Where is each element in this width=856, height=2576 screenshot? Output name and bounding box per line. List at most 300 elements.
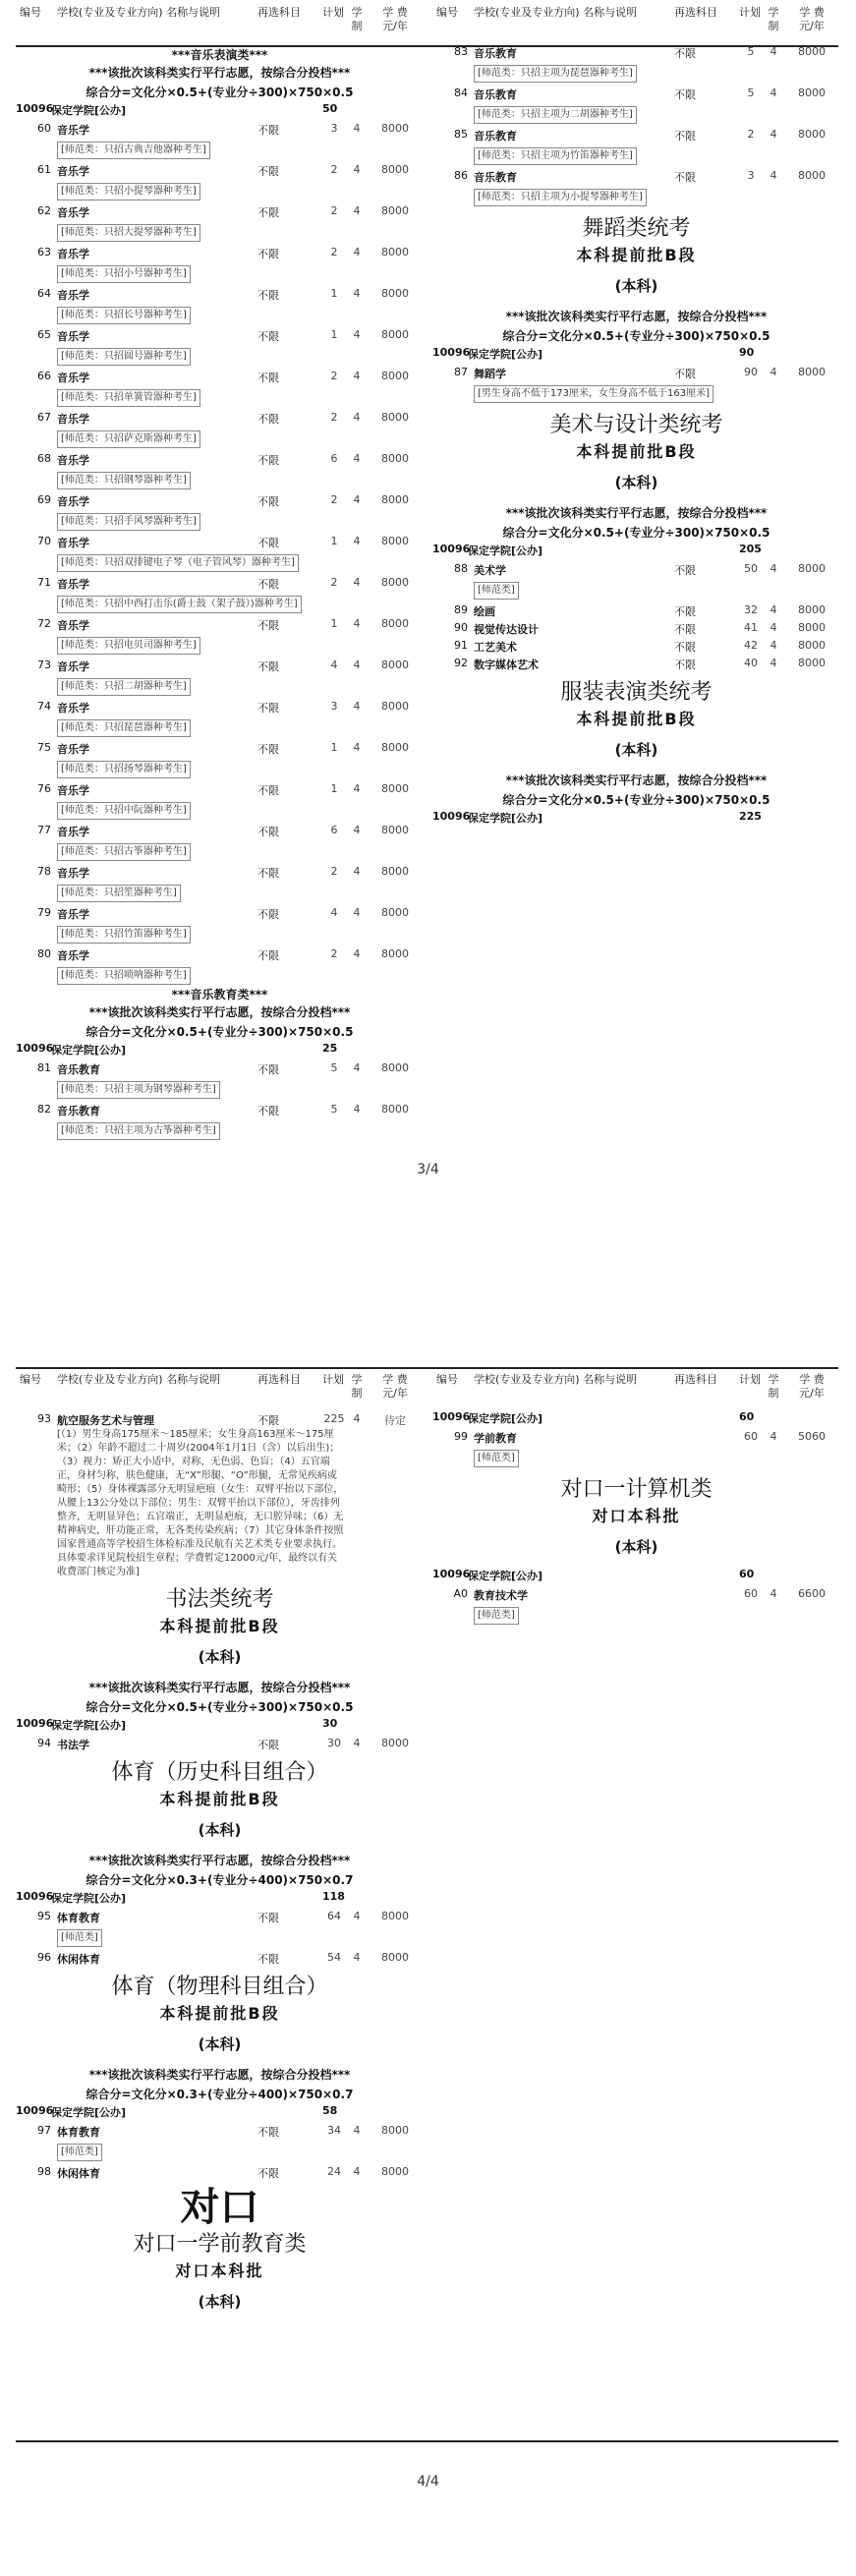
row-subject: 不限	[257, 784, 279, 797]
row-no: A0	[453, 1587, 468, 1600]
row-subject: 不限	[257, 1739, 279, 1751]
row-fee: 8000	[381, 452, 409, 465]
row-years: 4	[770, 1430, 777, 1443]
row-no: 89	[454, 603, 468, 616]
school-name: 保定学院[公办]	[51, 1892, 127, 1905]
row-years: 4	[353, 370, 361, 382]
row-note: [师范类：只招唢呐器种考生]	[57, 967, 191, 985]
row-plan: 90	[744, 366, 758, 378]
header-years: 学 制	[768, 1373, 779, 1400]
level-label: (本科)	[198, 2293, 242, 2311]
school-plan: 25	[322, 1042, 338, 1055]
table-row	[16, 698, 424, 716]
row-fee: 8000	[381, 2165, 409, 2178]
row-years: 4	[353, 700, 361, 713]
row-note: [师范类]	[474, 582, 519, 600]
rule-text: ***该批次该科类实行平行志愿，按综合分投档***	[88, 1854, 351, 1867]
row-note: [师范类]	[474, 1607, 519, 1625]
table-row	[16, 161, 424, 179]
table-row	[16, 326, 424, 344]
row-plan: 2	[330, 204, 338, 217]
right-column	[432, 0, 840, 828]
school-code: 10096	[16, 102, 54, 115]
row-plan: 3	[330, 122, 338, 135]
rule-text: ***该批次该科类实行平行志愿，按综合分投档***	[88, 2068, 351, 2082]
row-years: 4	[353, 328, 361, 341]
category-title: 体育（物理科目组合）	[111, 1975, 328, 1999]
row-note: [师范类]	[57, 1929, 102, 1947]
row-fee: 8000	[798, 639, 826, 652]
school-plan: 205	[739, 543, 762, 555]
row-no: 73	[37, 658, 51, 671]
header-plan: 计划	[739, 6, 761, 19]
school-plan: 90	[739, 346, 755, 359]
row-major: 学前教育	[474, 1432, 517, 1445]
row-subject: 不限	[257, 1414, 279, 1427]
header-no: 编号	[436, 6, 458, 19]
row-major: 音乐学	[57, 248, 89, 260]
row-fee: 8000	[381, 576, 409, 589]
row-fee: 8000	[381, 163, 409, 176]
row-note: [师范类]	[474, 1450, 519, 1467]
row-subject: 不限	[674, 88, 696, 101]
row-note: [师范类：只招长号器种考生]	[57, 307, 191, 324]
row-fee: 8000	[381, 370, 409, 382]
row-years: 4	[353, 865, 361, 878]
school-row	[432, 346, 840, 364]
major-list	[16, 1908, 424, 1967]
row-plan: 5	[747, 45, 755, 58]
batch-title: 本科提前批B段	[576, 442, 697, 461]
row-note: [师范类：只招大提琴器种考生]	[57, 224, 200, 242]
school-row	[16, 2104, 424, 2122]
row-major: 数字媒体艺术	[474, 658, 539, 671]
row-plan: 2	[330, 370, 338, 382]
rule-formula: 综合分=文化分×0.3+(专业分÷400)×750×0.7	[86, 1873, 354, 1887]
row-subject: 不限	[674, 623, 696, 636]
row-plan: 2	[747, 128, 755, 141]
row-no: 67	[37, 411, 51, 424]
row-subject: 不限	[674, 171, 696, 184]
row-major: 音乐学	[57, 743, 89, 756]
header-no: 编号	[436, 1373, 458, 1386]
row-plan: 1	[330, 782, 338, 795]
table-row	[16, 244, 424, 261]
row-no: 66	[37, 370, 51, 382]
row-fee: 8000	[381, 1951, 409, 1964]
table-header	[432, 1367, 840, 1406]
row-fee: 8000	[798, 562, 826, 575]
row-no: 64	[37, 287, 51, 300]
row-major: 音乐学	[57, 124, 89, 137]
table-row	[16, 202, 424, 220]
row-note: [师范类：只招电贝司器种考生]	[57, 637, 200, 655]
level-label: (本科)	[198, 1648, 242, 1666]
table-row	[16, 450, 424, 468]
row-subject: 不限	[674, 564, 696, 577]
row-fee: 8000	[798, 86, 826, 99]
category-title: 服装表演类统考	[560, 680, 713, 705]
level-label: (本科)	[614, 1538, 658, 1556]
section-title: ***音乐教育类***	[171, 988, 268, 1002]
row-years: 4	[353, 906, 361, 919]
header-school: 学校(专业及专业方向) 名称与说明	[57, 6, 221, 19]
row-plan: 1	[330, 328, 338, 341]
rule-formula: 综合分=文化分×0.5+(专业分÷300)×750×0.5	[86, 1025, 354, 1039]
major-list	[432, 43, 840, 208]
row-fee: 8000	[381, 328, 409, 341]
row-no: 69	[37, 493, 51, 506]
major-list	[16, 2122, 424, 2181]
row-no: 92	[454, 657, 468, 669]
row-subject: 不限	[257, 949, 279, 962]
row-major: 音乐学	[57, 495, 89, 508]
row-years: 4	[770, 562, 777, 575]
row-fee: 8000	[798, 603, 826, 616]
row-fee: 8000	[381, 535, 409, 547]
row-no: 78	[37, 865, 51, 878]
table-row	[16, 491, 424, 509]
row-plan: 30	[327, 1737, 341, 1749]
row-subject: 不限	[257, 2126, 279, 2139]
row-plan: 2	[330, 163, 338, 176]
row-major: 音乐学	[57, 372, 89, 384]
row-plan: 1	[330, 287, 338, 300]
row-years: 4	[353, 1061, 361, 1074]
school-code: 10096	[16, 1042, 54, 1055]
row-no: 99	[454, 1430, 468, 1443]
row-no: 81	[37, 1061, 51, 1074]
major-list	[16, 120, 424, 987]
row-years: 4	[770, 603, 777, 616]
row-no: 65	[37, 328, 51, 341]
batch-title: 本科提前批B段	[159, 1790, 280, 1808]
school-row	[432, 1410, 840, 1428]
row-no: 84	[454, 86, 468, 99]
row-plan: 2	[330, 576, 338, 589]
table-row	[16, 863, 424, 881]
table-row	[432, 560, 840, 578]
row-years: 4	[353, 741, 361, 754]
row-major: 音乐学	[57, 330, 89, 343]
header-years: 学 制	[351, 6, 363, 32]
row-no: 71	[37, 576, 51, 589]
row-fee: 8000	[798, 366, 826, 378]
school-plan: 225	[739, 810, 762, 823]
row-fee: 8000	[381, 865, 409, 878]
row-major: 音乐学	[57, 867, 89, 880]
category-title: 体育（历史科目组合）	[111, 1760, 328, 1785]
row-plan: 1	[330, 741, 338, 754]
row-plan: 41	[744, 621, 758, 634]
row-years: 4	[353, 452, 361, 465]
table-row	[432, 655, 840, 672]
major-list	[16, 1059, 424, 1142]
rule-formula: 综合分=文化分×0.5+(专业分÷300)×750×0.5	[502, 793, 770, 807]
table-row	[432, 1428, 840, 1446]
header-years: 学 制	[351, 1373, 363, 1400]
page-3	[0, 0, 856, 1233]
row-fee: 8000	[381, 906, 409, 919]
row-years: 4	[770, 639, 777, 652]
table-row	[16, 1735, 424, 1752]
level-label: (本科)	[614, 277, 658, 295]
header-subject: 再选科目	[674, 1373, 717, 1386]
table-row	[432, 167, 840, 185]
row-fee: 8000	[381, 2124, 409, 2137]
table-row	[16, 574, 424, 592]
row-major: 音乐学	[57, 578, 89, 591]
school-name: 保定学院[公办]	[468, 544, 543, 557]
row-subject: 不限	[257, 413, 279, 426]
row-note: [师范类：只招小提琴器种考生]	[57, 183, 200, 200]
row-plan: 60	[744, 1587, 758, 1600]
row-plan: 4	[330, 658, 338, 671]
table-row	[16, 822, 424, 839]
row-years: 4	[353, 204, 361, 217]
row-no: 63	[37, 246, 51, 258]
row-no: 61	[37, 163, 51, 176]
header-school: 学校(专业及专业方向) 名称与说明	[57, 1373, 221, 1386]
rule-formula: 综合分=文化分×0.5+(专业分÷300)×750×0.5	[86, 86, 354, 99]
table-row	[16, 533, 424, 550]
major-list	[432, 364, 840, 405]
rule-formula: 综合分=文化分×0.5+(专业分÷300)×750×0.5	[502, 329, 770, 343]
row-plan: 2	[330, 947, 338, 960]
row-plan: 1	[330, 535, 338, 547]
row-plan: 225	[323, 1412, 345, 1425]
row-subject: 不限	[257, 124, 279, 137]
category-title: 书法类统考	[165, 1587, 274, 1612]
row-plan: 54	[327, 1951, 341, 1964]
row-plan: 2	[330, 493, 338, 506]
school-name: 保定学院[公办]	[468, 1412, 543, 1425]
row-subject: 不限	[257, 165, 279, 178]
row-subject: 不限	[257, 867, 279, 880]
row-plan: 42	[744, 639, 758, 652]
row-major: 工艺美术	[474, 641, 517, 654]
row-major: 休闲体育	[57, 2167, 100, 2180]
table-row	[432, 601, 840, 619]
level-label: (本科)	[198, 2035, 242, 2053]
row-note: [师范类：只招笙器种考生]	[57, 885, 181, 902]
row-years: 4	[353, 163, 361, 176]
row-plan: 1	[330, 617, 338, 630]
school-code: 10096	[432, 543, 471, 555]
batch-title: 对口本科批	[175, 2261, 264, 2280]
row-years: 4	[353, 658, 361, 671]
row-years: 4	[770, 86, 777, 99]
school-code: 10096	[432, 346, 471, 359]
school-code: 10096	[432, 1410, 471, 1423]
row-no: 91	[454, 639, 468, 652]
right-column	[432, 1367, 840, 1627]
school-name: 保定学院[公办]	[468, 812, 543, 825]
left-column	[16, 1367, 424, 2322]
batch-title: 本科提前批B段	[576, 710, 697, 728]
major-list	[432, 560, 840, 672]
table-row	[16, 904, 424, 922]
row-years: 4	[353, 617, 361, 630]
header-years: 学 制	[768, 6, 779, 32]
category-title: 对口一计算机类	[560, 1477, 713, 1502]
row-plan: 2	[330, 411, 338, 424]
table-row	[432, 1585, 840, 1603]
row-no: 74	[37, 700, 51, 713]
row-plan: 60	[744, 1430, 758, 1443]
row-major: 音乐学	[57, 660, 89, 673]
row-subject: 不限	[674, 641, 696, 654]
major-list	[16, 1735, 424, 1752]
table-header	[432, 0, 840, 39]
row-major: 音乐学	[57, 165, 89, 178]
row-years: 4	[353, 2165, 361, 2178]
row-note: [师范类：只招手风琴器种考生]	[57, 513, 200, 531]
row-years: 4	[770, 366, 777, 378]
page-4	[0, 1233, 856, 2576]
row-major: 航空服务艺术与管理	[57, 1414, 154, 1427]
row-plan: 5	[747, 86, 755, 99]
category-title: 对口一学前教育类	[133, 2232, 307, 2257]
row-fee: 8000	[381, 411, 409, 424]
school-row	[432, 810, 840, 828]
header-plan: 计划	[739, 1373, 761, 1386]
row-fee: 8000	[381, 1737, 409, 1749]
header-no: 编号	[20, 6, 41, 19]
school-name: 保定学院[公办]	[468, 1570, 543, 1582]
table-row	[16, 2122, 424, 2140]
row-note: [师范类：只招双排键电子琴（电子管风琴）器种考生]	[57, 554, 299, 572]
row-note: [师范类：只招竹笛器种考生]	[57, 926, 191, 944]
row-fee: 8000	[381, 493, 409, 506]
row-fee: 8000	[798, 45, 826, 58]
row-no: 98	[37, 2165, 51, 2178]
row-subject: 不限	[257, 495, 279, 508]
left-column	[16, 0, 424, 1142]
row-plan: 2	[330, 865, 338, 878]
rule-formula: 综合分=文化分×0.3+(专业分÷400)×750×0.7	[86, 2088, 354, 2101]
row-years: 4	[353, 1737, 361, 1749]
row-years: 4	[770, 657, 777, 669]
school-code: 10096	[16, 1717, 54, 1730]
row-plan: 6	[330, 824, 338, 836]
row-subject: 不限	[257, 660, 279, 673]
batch-title: 本科提前批B段	[159, 1617, 280, 1635]
table-row	[432, 364, 840, 381]
row-subject: 不限	[257, 743, 279, 756]
row-fee: 8000	[381, 824, 409, 836]
row-note: [师范类：只招主项为琵琶器种考生]	[474, 65, 637, 83]
page-number: 4/4	[417, 2474, 439, 2490]
row-subject: 不限	[257, 372, 279, 384]
row-no: 90	[454, 621, 468, 634]
school-name: 保定学院[公办]	[51, 1044, 127, 1057]
header-no: 编号	[20, 1373, 41, 1386]
row-no: 94	[37, 1737, 51, 1749]
row-major: 音乐学	[57, 826, 89, 838]
table-row	[16, 945, 424, 963]
level-label: (本科)	[198, 1821, 242, 1839]
row-note: [师范类：只招中西打击乐(爵士鼓（架子鼓）)器种考生]	[57, 596, 302, 613]
row-years: 4	[353, 493, 361, 506]
row-subject: 不限	[674, 130, 696, 143]
row-subject: 不限	[257, 1912, 279, 1924]
row-years: 4	[353, 122, 361, 135]
row-fee: 8000	[381, 1103, 409, 1116]
row-fee: 5060	[798, 1430, 826, 1443]
major-list	[432, 1428, 840, 1469]
school-name: 保定学院[公办]	[51, 2106, 127, 2119]
school-code: 10096	[432, 810, 471, 823]
row-subject: 不限	[257, 908, 279, 921]
row-years: 4	[353, 1951, 361, 1964]
row-major: 书法学	[57, 1739, 89, 1751]
row-fee: 8000	[798, 621, 826, 634]
row-major: 音乐学	[57, 206, 89, 219]
row-major: 音乐学	[57, 619, 89, 632]
row-fee: 8000	[381, 204, 409, 217]
row-no: 82	[37, 1103, 51, 1116]
table-row	[16, 2163, 424, 2181]
row-fee: 8000	[381, 617, 409, 630]
table-row	[16, 1059, 424, 1077]
major-list	[432, 1585, 840, 1627]
row-years: 4	[353, 782, 361, 795]
row-note: [师范类：只招萨克斯器种考生]	[57, 430, 200, 448]
row-fee: 8000	[381, 947, 409, 960]
row-no: 85	[454, 128, 468, 141]
row-subject: 不限	[257, 1953, 279, 1966]
row-major: 音乐学	[57, 908, 89, 921]
row-no: 60	[37, 122, 51, 135]
rule-text: ***该批次该科类实行平行志愿，按综合分投档***	[88, 1681, 351, 1694]
row-no: 80	[37, 947, 51, 960]
table-row	[16, 657, 424, 674]
row-subject: 不限	[257, 1105, 279, 1117]
row-no: 62	[37, 204, 51, 217]
row-years: 4	[353, 824, 361, 836]
row-subject: 不限	[674, 368, 696, 380]
school-row	[16, 1042, 424, 1059]
rule-formula: 综合分=文化分×0.5+(专业分÷300)×750×0.5	[502, 526, 770, 540]
row-plan: 34	[327, 2124, 341, 2137]
table-row	[16, 780, 424, 798]
row-fee: 8000	[381, 246, 409, 258]
row-note: [师范类：只招主项为二胡器种考生]	[474, 106, 637, 124]
row-no: 83	[454, 45, 468, 58]
row-fee: 8000	[381, 1061, 409, 1074]
row-subject: 不限	[257, 454, 279, 467]
row-no: 93	[37, 1412, 51, 1425]
row-note: [师范类：只招扬琴器种考生]	[57, 761, 191, 778]
row-fee: 8000	[381, 287, 409, 300]
row-note: [师范类：只招钢琴器种考生]	[57, 472, 191, 489]
row-subject: 不限	[257, 2167, 279, 2180]
header-fee: 学 费 元/年	[799, 6, 825, 32]
row-plan: 5	[330, 1103, 338, 1116]
row-plan: 24	[327, 2165, 341, 2178]
row-major: 舞蹈学	[474, 368, 506, 380]
table-row	[16, 409, 424, 427]
school-row	[16, 1717, 424, 1735]
row-no: 70	[37, 535, 51, 547]
row-plan: 4	[330, 906, 338, 919]
table-row	[16, 739, 424, 757]
school-plan: 58	[322, 2104, 338, 2117]
row-fee: 8000	[798, 169, 826, 182]
row-major: 音乐教育	[474, 88, 517, 101]
table-row	[432, 126, 840, 143]
